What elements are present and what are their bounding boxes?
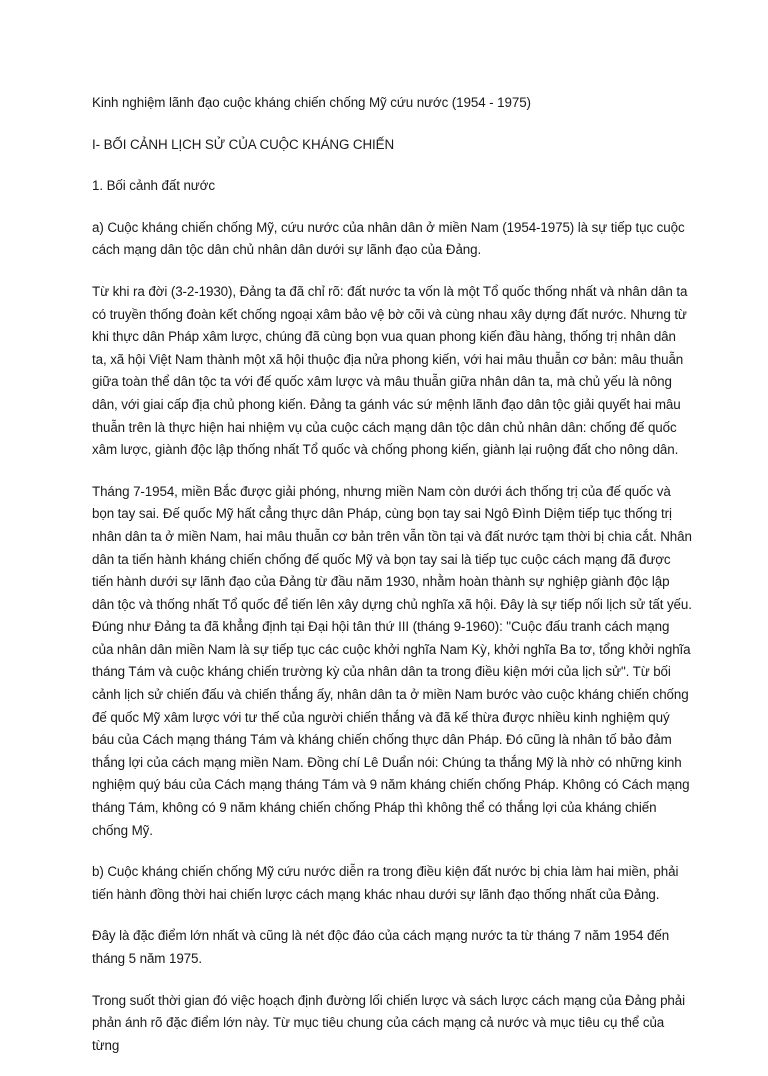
document-title: Kinh nghiệm lãnh đạo cuộc kháng chiến chống Mỹ cứu nước (1954 - 1975) (92, 95, 531, 110)
section-heading: I- BỐI CẢNH LỊCH SỬ CỦA CUỘC KHÁNG CHIẾN (92, 136, 395, 152)
paragraph-strategy: Trong suốt thời gian đó việc hoạch định đường lối chiến lược và sách lược cách mạng của Đảng phải phản ánh rõ đặc điểm lớn này. Từ mục tiêu chung của cách mạng cả nước và mục tiêu cụ thể của từng (92, 992, 685, 1053)
subsection-heading: 1. Bối cảnh đất nước (92, 178, 215, 194)
paragraph-history: Từ khi ra đời (3-2-1930), Đảng ta đã chỉ rõ: đất nước ta vốn là một Tổ quốc thống nhất và nhân dân ta có truyền thống đoàn kết chống ngoại xâm bảo vệ bờ cõi và cùng nhau xây dựng đất nước. Nhưng từ khi thực dân Pháp xâm lược, chúng đã cùng bọn vua quan phong kiến đầu hàng, thống trị nhân dân ta, xã hội Việt Nam thành một xã hội thuộc địa nửa phong kiến, với hai mâu thuẫn cơ bản: mâu thuẫn giữa toàn thể dân tộc ta với đế quốc xâm lược và mâu thuẫn giữa nhân dân ta, mà chủ yếu là nông dân, với giai cấp địa chủ phong kiến. Đảng ta gánh vác sứ mệnh lãnh đạo dân tộc giải quyết hai mâu thuẫn trên là thực hiện hai nhiệm vụ của cuộc cách mạng dân tộc dân chủ nhân dân: chống đế quốc xâm lược, giành độc lập thống nhất Tổ quốc và chống phong kiến, giành lại ruộng đất cho nông dân. (92, 283, 688, 458)
document-page (92, 92, 692, 1076)
paragraph-feature: Đây là đặc điểm lớn nhất và cũng là nét độc đáo của cách mạng nước ta từ tháng 7 năm 1954 đến tháng 5 năm 1975. (92, 928, 670, 966)
paragraph-a: a) Cuộc kháng chiến chống Mỹ, cứu nước của nhân dân ở miền Nam (1954-1975) là sự tiếp tục cuộc cách mạng dân tộc dân chủ nhân dân dưới sự lãnh đạo của Đảng. (92, 219, 685, 258)
paragraph-1954: Tháng 7-1954, miền Bắc được giải phóng, nhưng miền Nam còn dưới ách thống trị của đế quốc và bọn tay sai. Đế quốc Mỹ hất cẳng thực dân Pháp, cùng bọn tay sai Ngô Đình Diệm tiếp tục thống trị nhân dân ta ở miền Nam, hai mâu thuẫn cơ bản trên vẫn tồn tại và đất nước tạm thời bị chia cắt. Nhân dân ta tiến hành kháng chiến chống đế quốc Mỹ và bọn tay sai là tiếp tục cuộc cách mạng đã được tiến hành dưới sự lãnh đạo của Đảng từ đầu năm 1930, nhằm hoàn thành sự nghiệp giành độc lập dân tộc và thống nhất Tổ quốc để tiến lên xây dựng chủ nghĩa xã hội. Đây là sự tiếp nối lịch sử tất yếu. Đúng như Đảng ta đã khẳng định tại Đại hội tân thứ III (tháng 9-1960): "Cuộc đấu tranh cách mạng của nhân dân miền Nam là sự tiếp tục các cuộc khởi nghĩa Nam Kỳ, khởi nghĩa Ba tơ, tổng khởi nghĩa tháng Tám và cuộc kháng chiến trường kỳ của nhân dân ta trong điều kiện mới của lịch sử". Từ bối cảnh lịch sử chiến đấu và chiến thắng ấy, nhân dân ta ở miền Nam bước vào cuộc kháng chiến chống đế quốc Mỹ xâm lược với tư thế của người chiến thắng và đã kế thừa được nhiều kinh nghiệm quý báu của Cách mạng tháng Tám và kháng chiến chống thực dân Pháp. Đó cũng là nhân tố bảo đảm thắng lợi của cách mạng miền Nam. Đồng chí Lê Duẩn nói: Chúng ta thắng Mỹ là nhờ có những kinh nghiệm quý báu của Cách mạng tháng Tám và 9 năm kháng chiến chống Pháp. Không có Cách mạng tháng Tám, không có 9 năm kháng chiến chống Pháp thì không thể có thắng lợi của kháng chiến chống Mỹ. (92, 483, 692, 838)
paragraph-b: b) Cuộc kháng chiến chống Mỹ cứu nước diễn ra trong điều kiện đất nước bị chia làm hai miền, phải tiến hành đồng thời hai chiến lược cách mạng khác nhau dưới sự lãnh đạo thống nhất của Đảng. (92, 864, 679, 902)
